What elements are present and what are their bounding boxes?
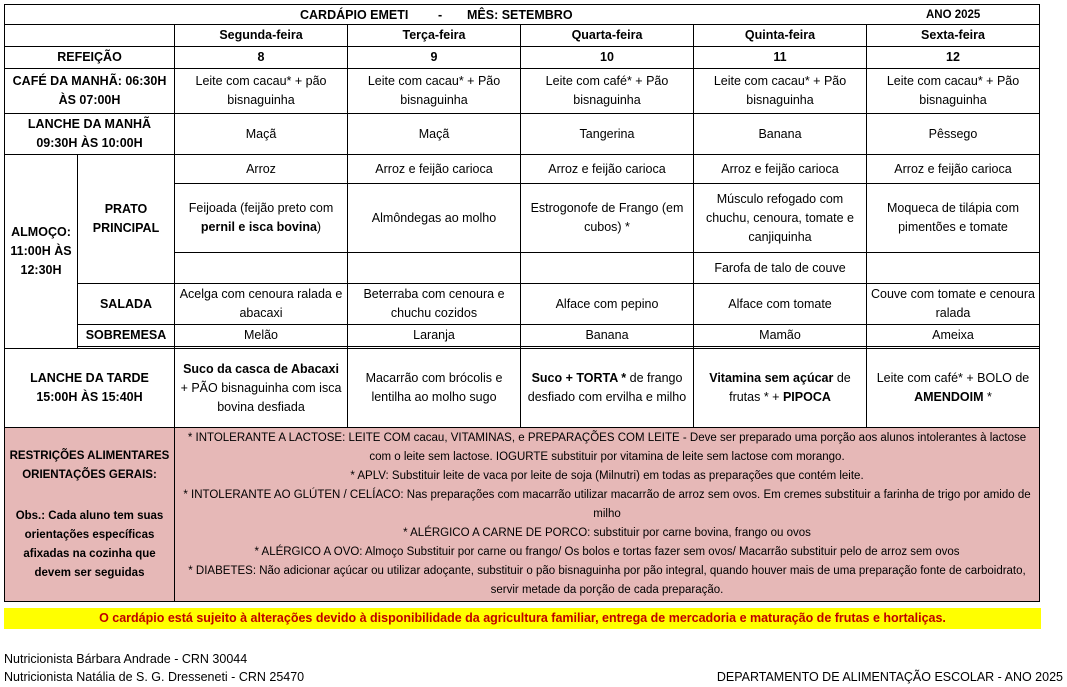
- sobremesa-thu: Mamão: [694, 325, 867, 347]
- dates-row: [5, 47, 1040, 69]
- restricao-gluten: * INTOLERANTE AO GLÚTEN / CELÍACO: Nas preparações com macarrão utilizar macarrão de arroz sem ovos. Em cremes substituir a farinha de trigo por amido de milho: [183, 489, 1031, 520]
- restricao-diabetes: * DIABETES: Não adicionar açúcar ou utilizar adoçante, substituir o pão bisnaguinha por pão integral, quando houver mais de uma preparação fonte de carboidrato, servir metade da porção de cada preparação.: [188, 565, 1026, 596]
- date-wed: 10: [521, 47, 694, 69]
- lanche-tarde-row: [5, 349, 1040, 428]
- cafe-label: CAFÉ DA MANHÃ: 06:30H ÀS 07:00H: [5, 69, 175, 114]
- salada-row: [5, 284, 1040, 325]
- acomp-wed: [521, 253, 694, 284]
- lanche-tarde-fri-b: AMENDOIM: [914, 390, 984, 404]
- sobremesa-mon: Melão: [175, 325, 348, 347]
- date-thu: 11: [694, 47, 867, 69]
- prato-tue: Almôndegas ao molho: [348, 184, 521, 253]
- prato-mon: [175, 184, 348, 253]
- day-name-thu: Quinta-feira: [694, 25, 867, 47]
- salada-thu: Alface com tomate: [694, 284, 867, 325]
- sobremesa-fri: Ameixa: [867, 325, 1040, 347]
- salada-label: SALADA: [78, 284, 175, 325]
- lanche-manha-mon: Maçã: [175, 114, 348, 155]
- restricao-porco: * ALÉRGICO A CARNE DE PORCO: substituir por carne bovina, frango ou ovos: [403, 527, 811, 539]
- prato-wed: Estrogonofe de Frango (em cubos) *: [521, 184, 694, 253]
- salada-wed: Alface com pepino: [521, 284, 694, 325]
- restricoes-label-cell: [5, 428, 175, 602]
- lanche-tarde-mon-b: + PÃO bisnaguinha com isca bovina desfiada: [180, 380, 342, 414]
- nutritionist-1: Nutricionista Bárbara Andrade - CRN 30044: [4, 652, 248, 666]
- almoco-base-tue: Arroz e feijão carioca: [348, 155, 521, 184]
- day-name-wed: Quarta-feira: [521, 25, 694, 47]
- day-name-tue: Terça-feira: [348, 25, 521, 47]
- day-name-mon: Segunda-feira: [175, 25, 348, 47]
- lanche-manha-fri: Pêssego: [867, 114, 1040, 155]
- lanche-tarde-wed: [521, 349, 694, 428]
- lanche-tarde-fri-a: Leite com café* + BOLO de: [876, 371, 1030, 385]
- year-label: ANO 2025: [926, 9, 981, 21]
- lanche-manha-thu: Banana: [694, 114, 867, 155]
- sobremesa-row: [5, 325, 1040, 347]
- lanche-tarde-wed-a: Suco + TORTA *: [531, 371, 627, 385]
- prato-fri: Moqueca de tilápia com pimentões e tomate: [867, 184, 1040, 253]
- prato-principal-label: PRATO PRINCIPAL: [78, 155, 175, 284]
- title-row: [5, 5, 1040, 25]
- almoco-base-fri: Arroz e feijão carioca: [867, 155, 1040, 184]
- restricoes-label: RESTRIÇÕES ALIMENTARES ORIENTAÇÕES GERAIS:: [9, 449, 170, 481]
- date-fri: 12: [867, 47, 1040, 69]
- menu-table: [4, 4, 1040, 602]
- cafe-mon: Leite com cacau* + pão bisnaguinha: [175, 69, 348, 114]
- salada-mon: Acelga com cenoura ralada e abacaxi: [175, 284, 348, 325]
- lanche-tarde-thu-b: de frutas * +: [729, 371, 851, 404]
- menu-title: CARDÁPIO EMETI: [300, 8, 409, 22]
- days-row: [5, 25, 1040, 47]
- cafe-thu: Leite com cacau* + Pão bisnaguinha: [694, 69, 867, 114]
- lanche-tarde-tue: Macarrão com brócolis e lentilha ao molho sugo: [348, 349, 521, 428]
- lanche-manha-wed: Tangerina: [521, 114, 694, 155]
- title-cell: [5, 5, 1040, 25]
- availability-notice: O cardápio está sujeito à alterações devido à disponibilidade da agricultura familiar, entrega de mercadoria e maturação de frutas e hortaliças.: [4, 608, 1041, 629]
- acomp-mon: [175, 253, 348, 284]
- almoco-base-mon: Arroz: [175, 155, 348, 184]
- cafe-wed: Leite com café* + Pão bisnaguinha: [521, 69, 694, 114]
- department-label: DEPARTAMENTO DE ALIMENTAÇÃO ESCOLAR - ANO 2025: [716, 670, 1063, 684]
- almoco-base-row: [5, 155, 1040, 184]
- prato-mon-a: Feijoada (feijão preto com: [188, 201, 334, 215]
- prato-thu: Músculo refogado com chuchu, cenoura, tomate e canjiquinha: [694, 184, 867, 253]
- sobremesa-tue: Laranja: [348, 325, 521, 347]
- title-separator: -: [438, 8, 443, 22]
- lanche-tarde-fri-c: *: [983, 390, 992, 404]
- almoco-base-thu: Arroz e feijão carioca: [694, 155, 867, 184]
- obs-text: Obs.: Cada aluno tem suas orientações específicas afixadas na cozinha que devem ser seguidas: [15, 509, 164, 579]
- almoco-base-wed: Arroz e feijão carioca: [521, 155, 694, 184]
- restricao-ovo: * ALÉRGICO A OVO: Almoço Substituir por carne ou frango/ Os bolos e tortas fazer sem ovos/ Macarrão substituir pelo de arroz sem ovos: [254, 546, 960, 558]
- sobremesa-label: SOBREMESA: [78, 325, 175, 347]
- lanche-tarde-fri: [867, 349, 1040, 428]
- lanche-tarde-wed-b: de frango desfiado com ervilha e milho: [527, 371, 687, 404]
- lanche-manha-row: [5, 114, 1040, 155]
- sobremesa-wed: Banana: [521, 325, 694, 347]
- lanche-manha-label: LANCHE DA MANHÃ 09:30H ÀS 10:00H: [5, 114, 175, 155]
- cafe-fri: Leite com cacau* + Pão bisnaguinha: [867, 69, 1040, 114]
- prato-mon-c: ): [316, 220, 322, 234]
- restricoes-text-cell: [175, 428, 1040, 602]
- almoco-label: ALMOÇO: 11:00H ÀS 12:30H: [5, 155, 78, 349]
- acomp-fri: [867, 253, 1040, 284]
- salada-fri: Couve com tomate e cenoura ralada: [867, 284, 1040, 325]
- day-name-fri: Sexta-feira: [867, 25, 1040, 47]
- refeicao-label: REFEIÇÃO: [5, 47, 175, 69]
- lanche-tarde-label: LANCHE DA TARDE 15:00H ÀS 15:40H: [5, 349, 175, 428]
- cafe-row: [5, 69, 1040, 114]
- empty-corner: [5, 25, 175, 47]
- acomp-tue: [348, 253, 521, 284]
- lanche-tarde-mon-a: Suco da casca de Abacaxi: [183, 361, 339, 376]
- date-mon: 8: [175, 47, 348, 69]
- date-tue: 9: [348, 47, 521, 69]
- restricoes-spacer: [8, 485, 171, 507]
- salada-tue: Beterraba com cenoura e chuchu cozidos: [348, 284, 521, 325]
- acomp-thu: Farofa de talo de couve: [694, 253, 867, 284]
- month-label: MÊS: SETEMBRO: [467, 8, 573, 22]
- lanche-manha-tue: Maçã: [348, 114, 521, 155]
- restricao-aplv: * APLV: Substituir leite de vaca por leite de soja (Milnutri) em todas as preparações que contém leite.: [350, 470, 864, 482]
- cafe-tue: Leite com cacau* + Pão bisnaguinha: [348, 69, 521, 114]
- lanche-tarde-mon: [175, 349, 348, 428]
- lanche-tarde-thu-c: PIPOCA: [782, 390, 831, 404]
- lanche-tarde-thu-a: Vitamina sem açúcar: [709, 371, 834, 385]
- restricoes-row: [5, 428, 1040, 602]
- nutritionist-2: Nutricionista Natália de S. G. Dresseneti - CRN 25470: [4, 670, 305, 684]
- lanche-tarde-thu: [694, 349, 867, 428]
- prato-mon-b: pernil e isca bovina: [200, 220, 317, 234]
- restricao-lactose: * INTOLERANTE A LACTOSE: LEITE COM cacau, VITAMINAS, e PREPARAÇÕES COM LEITE - Deve ser preparado uma porção aos alunos intolerantes à lactose com o leite sem lactose. IOGURTE substituir por vitamina de leite sem lactose com morango.: [187, 432, 1027, 463]
